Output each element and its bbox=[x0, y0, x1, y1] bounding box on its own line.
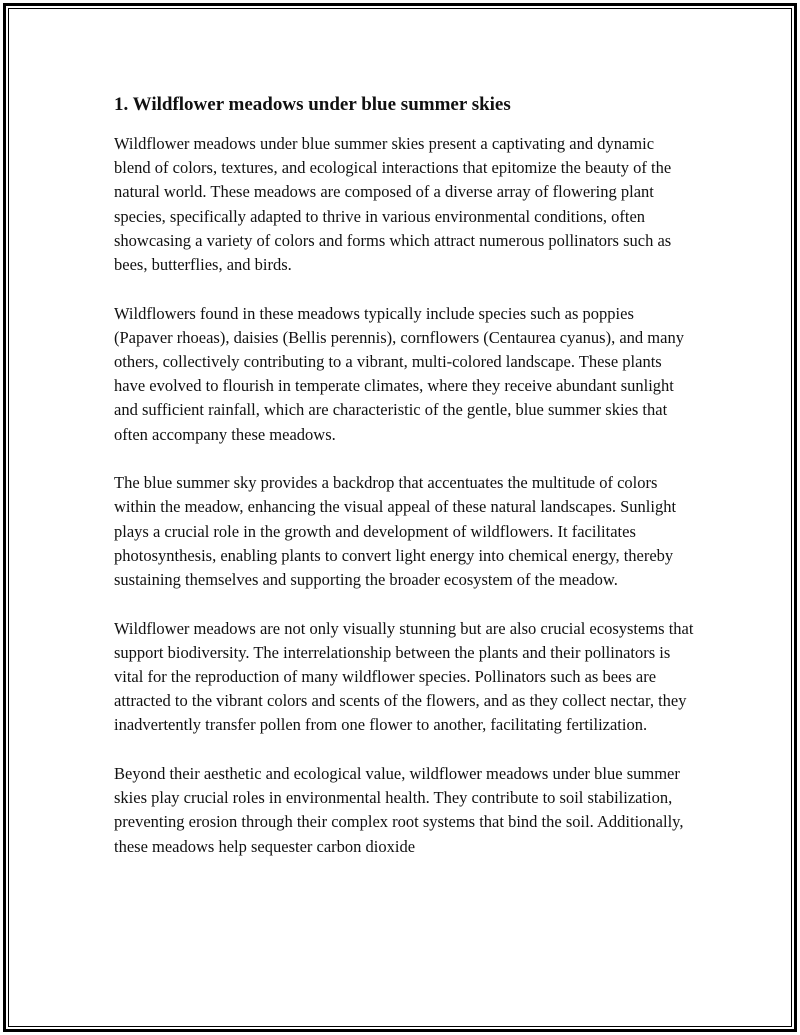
paragraph-species: Wildflowers found in these meadows typically include species such as poppies (Papaver rhoeas), daisies (Bellis perennis), cornflowers (Centaurea cyanus), and many others, collectively contributing to a vibrant, multi-colored landscape. These plants have evolved to flourish in temperate climates, where they receive abundant sunlight and sufficient rainfall, which are characteristic of the gentle, blue summer skies that often accompany these meadows. bbox=[114, 303, 684, 444]
paragraph-sky: The blue summer sky provides a backdrop that accentuates the multitude of colors within the meadow, enhancing the visual appeal of these natural landscapes. Sunlight plays a crucial role in the growth and development of wildflowers. It facilitates photosynthesis, enabling plants to convert light energy into chemical energy, thereby sustaining themselves and supporting the broader ecosystem of the meadow. bbox=[114, 473, 677, 590]
document-body bbox=[114, 92, 694, 883]
paragraph-intro: Wildflower meadows under blue summer skies present a captivating and dynamic blend of colors, textures, and ecological interactions that epitomize the beauty of the natural world. These meadows are composed of a diverse array of flowering plant species, specifically adapted to thrive in various environmental conditions, often showcasing a variety of colors and forms which attract numerous pollinators such as bees, butterflies, and birds. bbox=[114, 134, 672, 275]
paragraph-biodiversity: Wildflower meadows are not only visually stunning but are also crucial ecosystems that support biodiversity. The interrelationship between the plants and their pollinators is vital for the reproduction of many wildflower species. Pollinators such as bees are attracted to the vibrant colors and scents of the flowers, and as they collect nectar, they inadvertently transfer pollen from one flower to another, facilitating fertilization. bbox=[114, 618, 694, 735]
section-heading: 1. Wildflower meadows under blue summer skies bbox=[114, 94, 511, 115]
paragraph-environment: Beyond their aesthetic and ecological value, wildflower meadows under blue summer skies play crucial roles in environmental health. They contribute to soil stabilization, preventing erosion through their complex root systems that bind the soil. Additionally, these meadows help sequester carbon dioxide bbox=[114, 764, 684, 856]
